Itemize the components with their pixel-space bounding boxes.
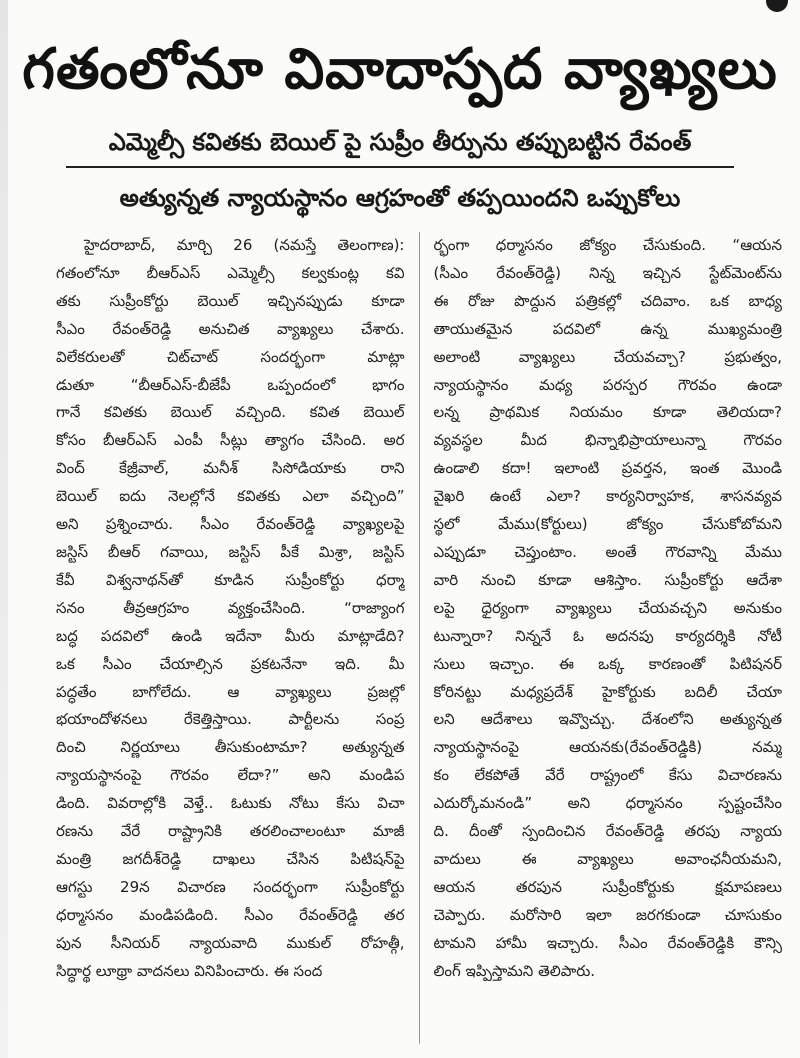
text-line: ధర్మాసనం మండిపడింది. సీఎం రేవంత్‌రెడ్డి తర xyxy=(56,905,405,924)
text-line: లన్న ప్రాథమిక నియమం కూడా తెలియదా? xyxy=(433,403,782,422)
text-line: కోసం బీఆర్ఎస్ ఎంపీ సీట్లు త్యాగం చేసింది. అర xyxy=(56,431,405,450)
text-line: బెయిల్ ఐదు నెలల్లోనే కవితకు ఎలా వచ్చింది” xyxy=(56,487,405,506)
text-line: జస్టిస్ బీఆర్ గవాయి, జస్టిస్ పీకే మిశ్రా, జస్టిస్ xyxy=(56,542,405,561)
text-line: లపై ధైర్యంగా వ్యాఖ్యలు చేయవచ్చని అనుకుం xyxy=(433,598,782,617)
text-line: రణను వేరే రాష్ట్రానికి తరలించాలంటూ మాజీ xyxy=(56,822,405,841)
article-subheadline-secondary: అత్యున్నత న్యాయస్థానం ఆగ్రహంతో తప్పయిందని ఒప్పుకోలు xyxy=(119,184,681,212)
text-line: కం లేకపోతే వేరే రాష్ట్రంలో కేసు విచారణను xyxy=(433,766,782,785)
text-line: డుతూ “బీఆర్ఎస్-బీజేపీ ఒప్పందంలో భాగం xyxy=(56,375,405,394)
article-subheadline-primary: ఎమ్మెల్సీ కవితకు బెయిల్ పై సుప్రీం తీర్పును తప్పుబట్టిన రేవంత్ xyxy=(108,128,692,156)
text-line: విలేకరులతో చిట్‌చాట్ సందర్భంగా మాట్లా xyxy=(56,347,405,366)
text-line: సీఎం రేవంత్‌రెడ్డి అనుచిత వ్యాఖ్యలు చేశారు. xyxy=(56,319,405,338)
text-line: దించి నిర్ణయాలు తీసుకుంటామా? అత్యున్నత xyxy=(56,738,405,757)
text-line: పున సీనియర్ న్యాయవాది ముకుల్ రోహత్గీ, xyxy=(56,933,405,952)
text-line: హైదరాబాద్, మార్చి 26 (నమస్తే తెలంగాణ): xyxy=(84,236,405,254)
article-column-right xyxy=(434,232,783,1044)
text-line: ఒక సీఎం చేయాల్సిన ప్రకటనేనా ఇది. మీ xyxy=(56,654,405,673)
text-line: ఆయన తరపున సుప్రీంకోర్టుకు క్షమాపణలు xyxy=(433,877,782,896)
text-line: లింగ్ ఇప్పిస్తామని తెలిపారు. xyxy=(433,961,596,980)
article-column-left xyxy=(56,232,405,1044)
text-line: సనం తీవ్రఆగ్రహం వ్యక్తంచేసింది. “రాజ్యాంగ xyxy=(56,598,405,617)
text-line: అలాంటి వ్యాఖ్యలు చేయవచ్చా? ప్రభుత్వం, xyxy=(433,347,782,366)
page-corner-mark xyxy=(766,0,788,12)
text-line: (సీఎం రేవంత్‌రెడ్డి) నిన్న ఇచ్చిన స్టేట్‌మెంట్‌ను xyxy=(433,263,782,282)
text-line: చెప్పారు. మరోసారి ఇలా జరగకుండా చూసుకుం xyxy=(433,905,782,924)
text-line: తాయుతమైన పదవిలో ఉన్న ముఖ్యమంత్రి xyxy=(433,319,782,338)
text-line: న్యాయస్థానంపై ఆయనకు(రేవంత్‌రెడ్డికి) నమ్మ xyxy=(433,738,782,757)
text-line: ర్భంగా ధర్మాసనం జోక్యం చేసుకుంది. “ఆయన xyxy=(433,236,782,254)
text-line: గానే కవితకు బెయిల్ వచ్చింది. కవిత బెయిల్ xyxy=(56,403,405,422)
text-line: బద్ధ పదవిలో ఉండి ఇదేనా మీరు మాట్లాడేది? xyxy=(56,626,405,645)
text-line: పద్ధతేం బాగోలేదు. ఆ వ్యాఖ్యలు ప్రజల్లో xyxy=(56,682,405,701)
text-line: టున్నారా? నిన్ననే ఓ అదనపు కార్యదర్శికి నోటీ xyxy=(433,626,782,645)
text-line: ఈ రోజు పొద్దున పత్రికల్లో చదివాం. ఒక బాధ్య xyxy=(433,291,782,310)
text-line: కేవీ విశ్వనాథన్‌తో కూడిన సుప్రీంకోర్టు ధర్మా xyxy=(56,570,405,589)
text-line: తకు సుప్రీంకోర్టు బెయిల్ ఇచ్చినప్పుడు కూడా xyxy=(56,291,405,310)
text-line: న్యాయస్థానం మధ్య పరస్పర గౌరవం ఉండా xyxy=(433,375,782,394)
page-edge-shadow xyxy=(0,0,8,1058)
text-line: వైఖరి ఉంటే ఎలా? కార్యనిర్వాహక, శాసనవ్యవ xyxy=(433,487,782,506)
text-line: ఉండాలి కదా! ఇలాంటి ప్రవర్తన, ఇంత మొండి xyxy=(433,459,782,478)
text-line: గతంలోనూ బీఆర్ఎస్ ఎమ్మెల్సీ కల్వకుంట్ల కవి xyxy=(56,263,405,282)
text-line: డింది. వివరాల్లోకి వెళ్తే.. ఓటుకు నోటు కేసు విచా xyxy=(56,794,405,813)
text-line: ఎప్పుడూ చెప్తుంటాం. అంతే గౌరవాన్ని మేము xyxy=(433,542,782,561)
text-line: న్యాయస్థానంపై గౌరవం లేదా?” అని మండిప xyxy=(56,766,405,785)
text-line: సులు ఇచ్చాం. ఈ ఒక్క కారణంతో పిటిషనర్ xyxy=(433,654,782,673)
text-line: వాదులు ఈ వ్యాఖ్యలు అవాంఛనీయమని, xyxy=(433,849,782,868)
article-body xyxy=(56,232,782,1044)
article-headline: గతంలోనూ వివాదాస్పద వ్యాఖ్యలు xyxy=(22,37,778,102)
text-line: స్థలో మేము(కోర్టులు) జోక్యం చేసుకోబోమని xyxy=(433,515,782,534)
text-line: సిద్ధార్థ లూథ్రా వాదనలు వినిపించారు. ఈ సంద xyxy=(56,961,323,980)
text-line: వింద్ కేజ్రీవాల్, మనీశ్ సిసోడియాకు రాని xyxy=(56,459,405,478)
text-line: వారి నుంచి కూడా ఆశిస్తాం. సుప్రీంకోర్టు ఆదేశా xyxy=(433,570,782,589)
text-line: వ్యవస్థల మీద భిన్నాభిప్రాయాలున్నా గౌరవం xyxy=(433,431,782,450)
text-line: ది. దీంతో స్పందించిన రేవంత్‌రెడ్డి తరపు న్యాయ xyxy=(433,822,782,841)
column-divider xyxy=(419,232,420,1044)
text-line: ఎదుర్కోమనండి” అని ధర్మాసనం స్పష్టంచేసిం xyxy=(433,794,782,813)
text-line: ఆగస్టు 29న విచారణ సందర్భంగా సుప్రీంకోర్టు xyxy=(56,877,405,896)
subheadline-divider xyxy=(66,166,734,168)
text-line: టామని హామీ ఇచ్చారు. సీఎం రేవంత్‌రెడ్డికి కౌన్సి xyxy=(433,933,782,952)
text-line: లని ఆదేశాలు ఇవ్వొచ్చు. దేశంలోని అత్యున్నత xyxy=(433,710,782,729)
text-line: భయాందోళనలు రేకెత్తిస్తాయి. పార్టీలను సంప్ర xyxy=(56,710,405,729)
text-line: కోరినట్టు మధ్యప్రదేశ్ హైకోర్టుకు బదిలీ చేయా xyxy=(433,682,782,701)
text-line: అని ప్రశ్నించారు. సీఎం రేవంత్‌రెడ్డి వ్యాఖ్యలపై xyxy=(56,515,405,534)
text-line: మంత్రి జగదీశ్‌రెడ్డి దాఖలు చేసిన పిటిషన్‌పై xyxy=(56,849,405,868)
